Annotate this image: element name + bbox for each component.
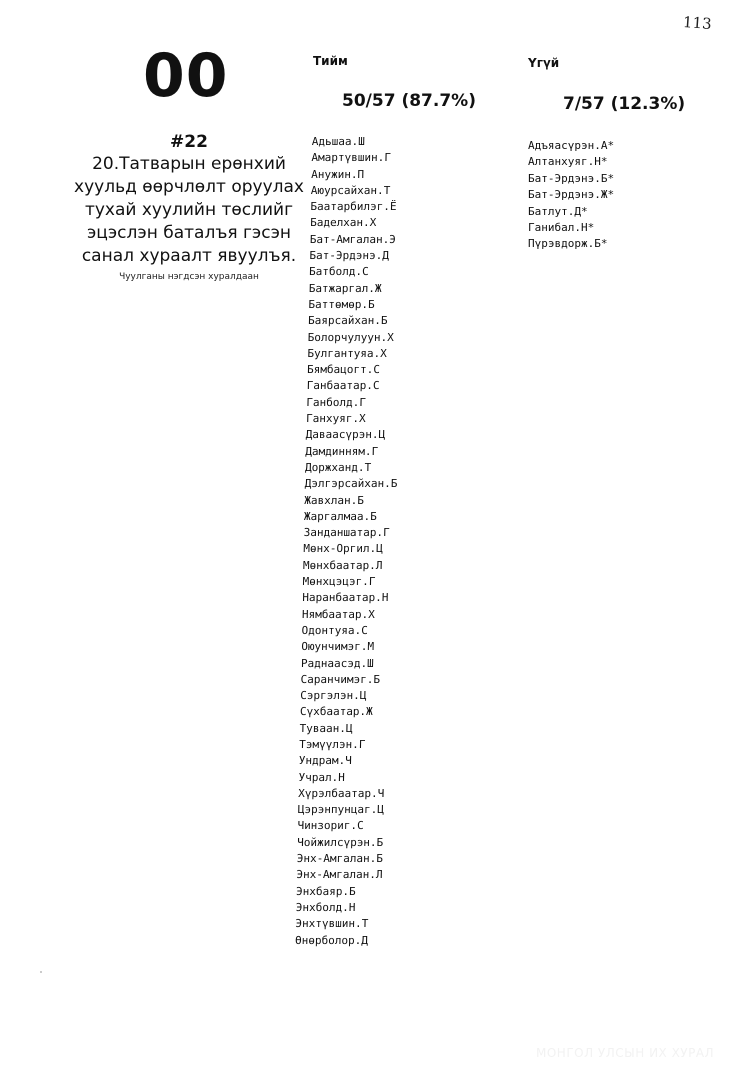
yes-column-label: Тийм xyxy=(313,54,348,68)
list-item: Адъяасүрэн.А* xyxy=(528,139,615,152)
list-item: Өнөрболор.Д xyxy=(294,933,369,947)
list-item: Пүрэвдорж.Б* xyxy=(528,237,608,251)
list-item: Чинзориг.С xyxy=(297,819,364,833)
list-item: Тэмүүлэн.Г xyxy=(299,737,366,751)
list-item: Баярсайхан.Б xyxy=(307,314,388,328)
list-item: Оюунчимэг.М xyxy=(301,640,375,654)
list-item: Анужин.П xyxy=(311,167,365,181)
list-item: Жаргалмаа.Б xyxy=(303,509,377,523)
list-item: Батжаргал.Ж xyxy=(308,281,382,295)
motion-block xyxy=(74,131,304,282)
list-item: Аюурсайхан.Т xyxy=(310,183,391,197)
yes-tally: 50/57 (87.7%) xyxy=(342,91,476,111)
list-item: Мөнхцэцэг.Г xyxy=(302,575,376,589)
list-item: Туваан.Ц xyxy=(299,721,353,735)
list-item: Наранбаатар.Н xyxy=(302,591,389,605)
list-item: Одонтуяа.С xyxy=(301,623,368,637)
list-item: Бат-Эрдэнэ.Д xyxy=(309,249,390,263)
list-item: Баатарбилэг.Ё xyxy=(310,200,397,214)
list-item: Энх-Амгалан.Б xyxy=(296,852,384,866)
list-item: Доржханд.Т xyxy=(304,460,372,474)
session-label: Чуулганы нэгдсэн хуралдаан xyxy=(119,272,259,282)
vote-code: 00 xyxy=(143,41,229,111)
list-item: Энхтүвшин.Т xyxy=(295,917,369,931)
no-column-label: Үгүй xyxy=(528,56,560,70)
watermark: МОНГОЛ УЛСЫН ИХ ХУРАЛ xyxy=(536,1046,715,1060)
list-item: Ганбаатар.С xyxy=(306,379,380,393)
list-item: Батлут.Д* xyxy=(528,204,588,218)
list-item: Алтанхуяг.Н* xyxy=(528,155,608,169)
list-item: Баттөмөр.Б xyxy=(308,297,375,311)
list-item: Дэлгэрсайхан.Б xyxy=(304,477,398,491)
list-item: Сүхбаатар.Ж xyxy=(299,705,373,719)
motion-text: 20.Татварын ерөнхий хуульд өөрчлөлт оруулах тухай хуулийн төслийг эцэслэн баталъя гэсэн санал хураалт явуулъя. xyxy=(74,154,304,266)
list-item: Жавхлан.Б xyxy=(304,493,365,507)
page-number: 113 xyxy=(682,13,713,33)
list-item: Булгантуяа.Х xyxy=(307,346,388,360)
list-item: Энхбаяр.Б xyxy=(296,884,356,898)
list-item: Мөнх-Оргил.Ц xyxy=(303,542,383,556)
list-item: Бат-Амгалан.Э xyxy=(309,232,397,246)
list-item: Болорчулуун.Х xyxy=(307,330,394,344)
list-item: Ганибал.Н* xyxy=(528,221,595,235)
list-item: Ганхуяг.Х xyxy=(305,412,366,426)
list-item: Бямбацогт.С xyxy=(306,363,381,377)
list-item: Батболд.С xyxy=(308,265,369,279)
scan-speck xyxy=(40,971,42,973)
list-item: Энх-Амгалан.Л xyxy=(296,868,383,882)
list-item: Энхболд.Н xyxy=(295,900,356,914)
list-item: Учрал.Н xyxy=(298,770,346,784)
list-item: Мөнхбаатар.Л xyxy=(302,558,383,572)
list-item: Занданшатар.Г xyxy=(303,526,390,540)
no-tally: 7/57 (12.3%) xyxy=(563,94,686,114)
no-voter-list xyxy=(528,138,614,253)
motion-number: #22 xyxy=(170,132,208,152)
list-item: Саранчимэг.Б xyxy=(300,672,381,686)
list-item: Бат-Эрдэнэ.Ж* xyxy=(528,188,615,202)
list-item: Адьшаа.Ш xyxy=(311,135,365,148)
yes-voter-list xyxy=(295,134,405,949)
list-item: Баделхан.Х xyxy=(309,216,377,230)
list-item: Раднаасэд.Ш xyxy=(300,656,374,670)
list-item: Бат-Эрдэнэ.Б* xyxy=(528,171,615,185)
list-item: Чойжилсүрэн.Б xyxy=(297,835,384,849)
list-item: Ганболд.Г xyxy=(306,395,367,409)
list-item: Хүрэлбаатар.Ч xyxy=(298,786,385,800)
list-item: Ундрам.Ч xyxy=(298,754,352,768)
list-item: Нямбаатар.Х xyxy=(301,607,375,621)
list-item: Дамдинням.Г xyxy=(305,444,379,458)
list-item: Цэрэнпунцаг.Ц xyxy=(297,803,385,817)
list-item: Даваасүрэн.Ц xyxy=(305,428,386,442)
list-item: Сэргэлэн.Ц xyxy=(300,689,367,703)
list-item: Амартүвшин.Г xyxy=(311,151,392,165)
